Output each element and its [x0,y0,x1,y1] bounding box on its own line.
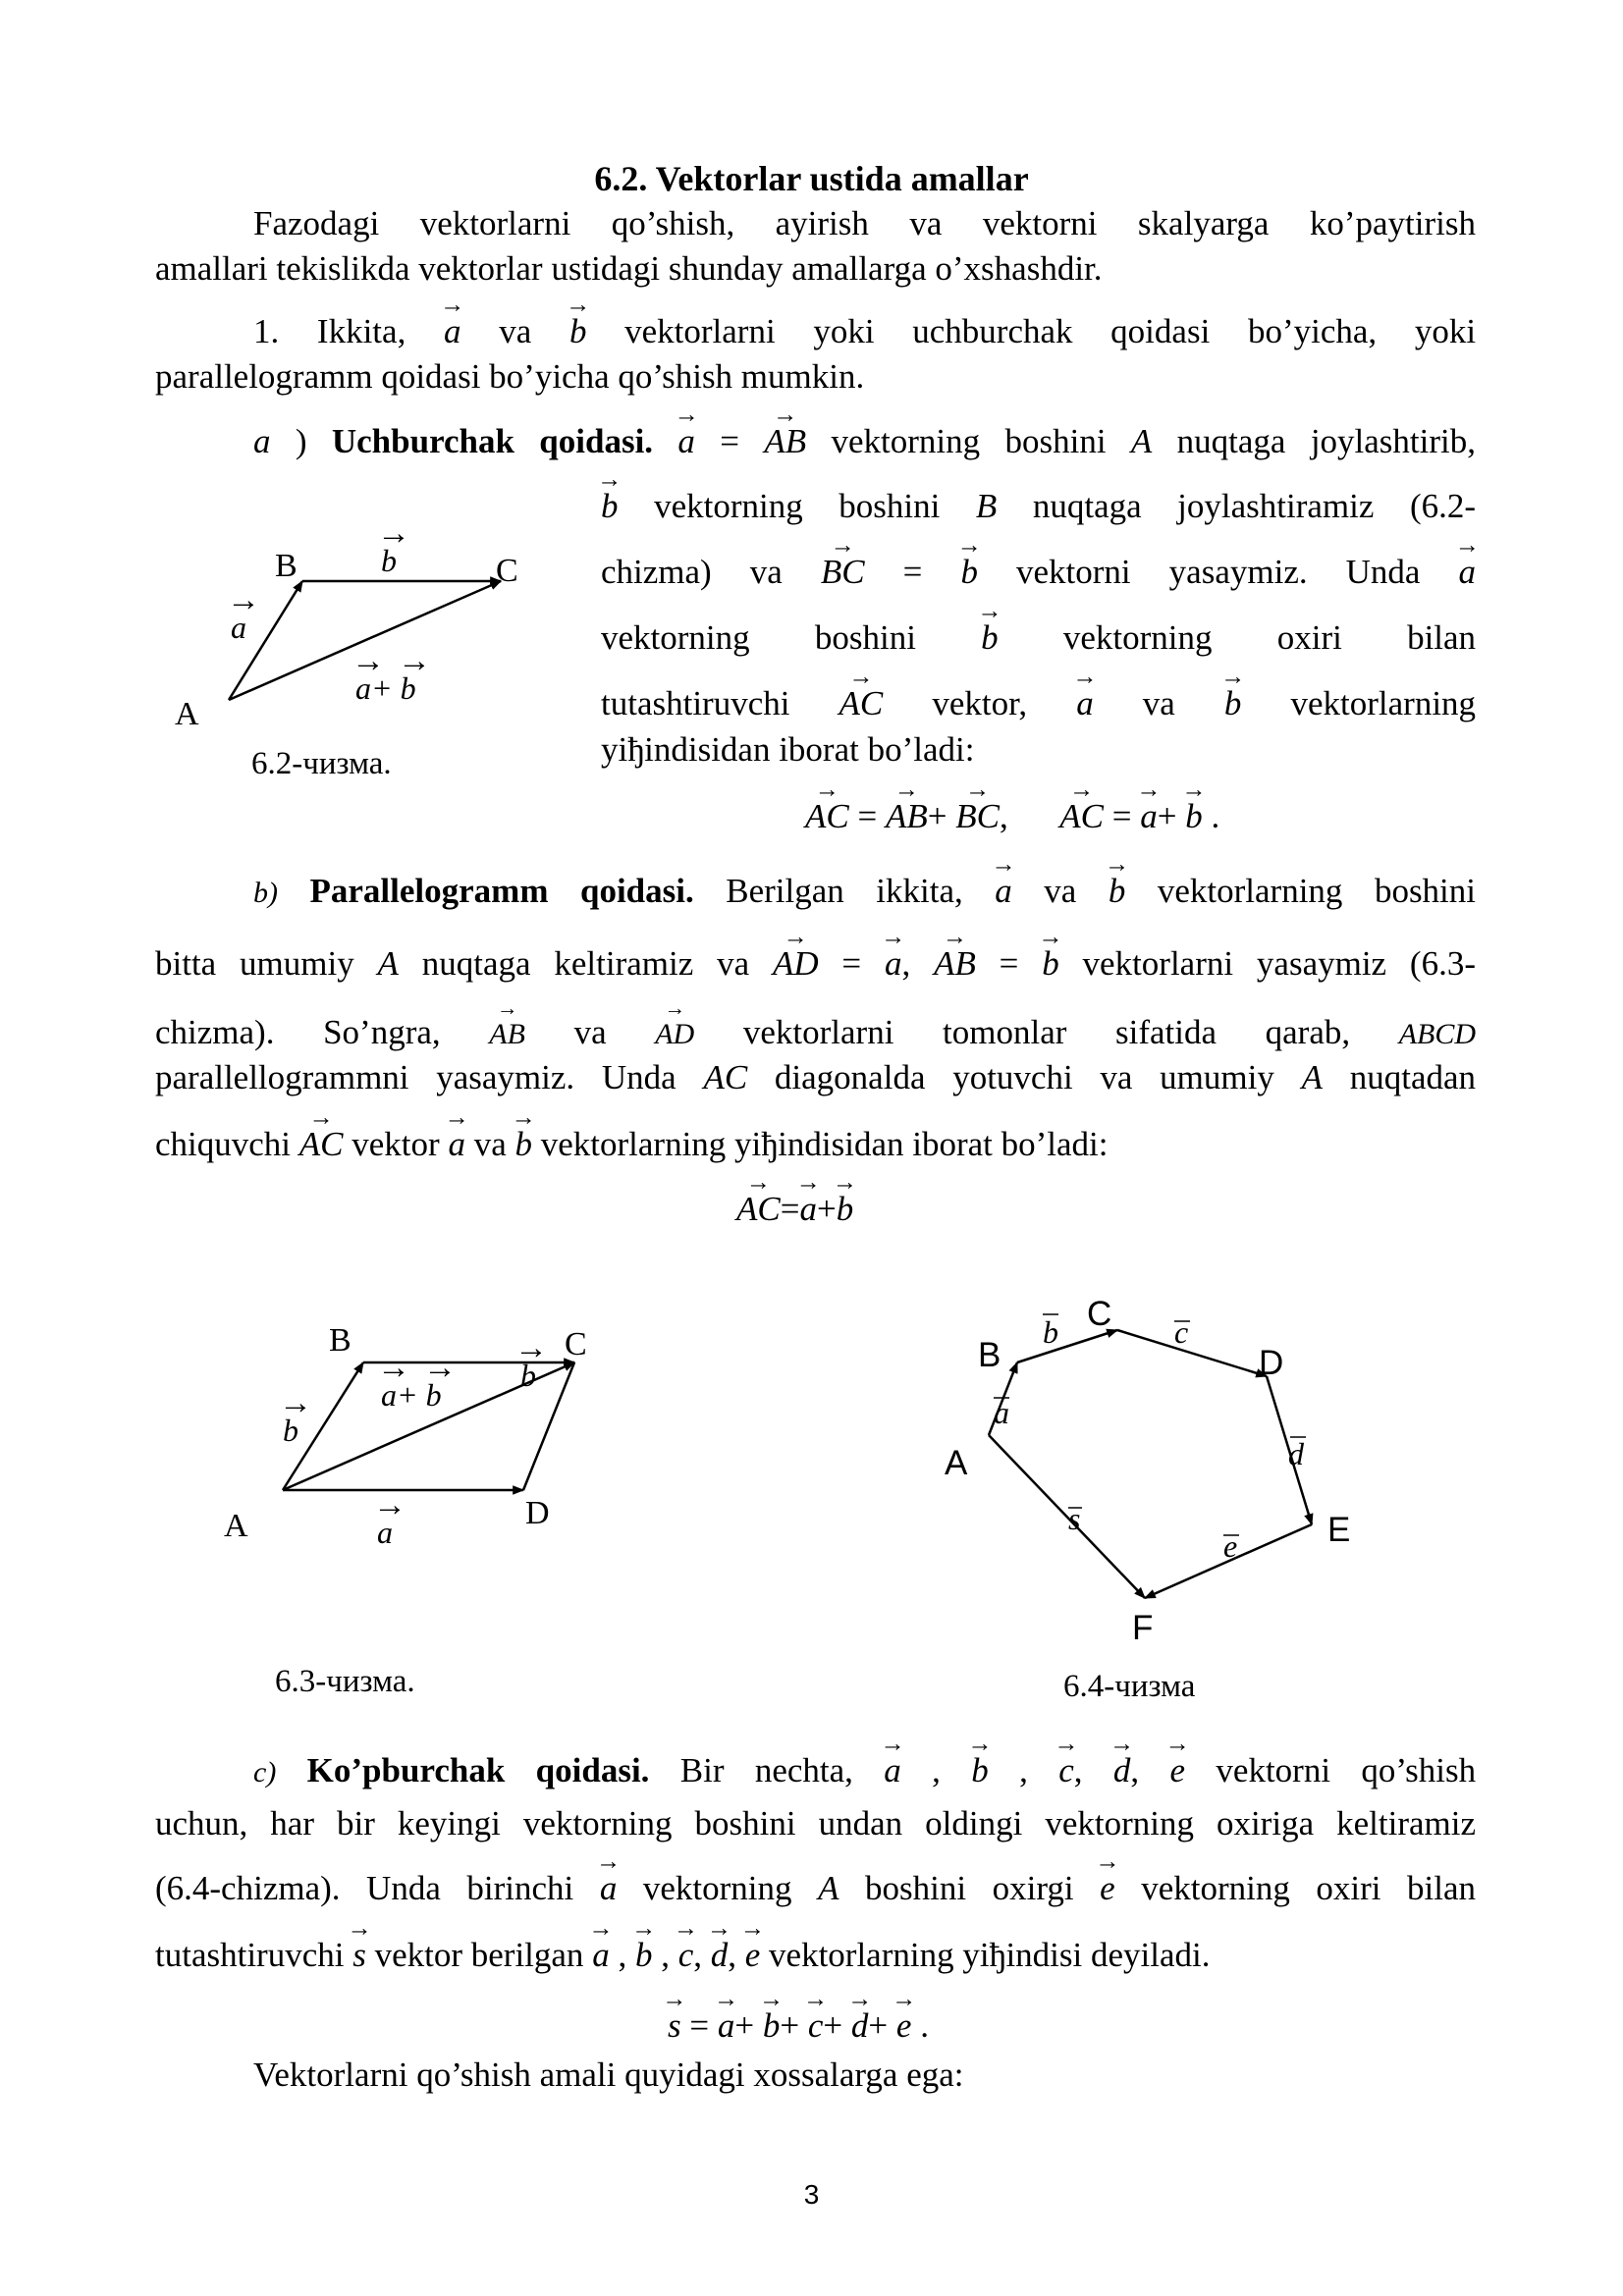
vec-label-a-plus-b: a+ b [381,1377,442,1413]
point-label-e: E [1327,1511,1351,1549]
vec-label-a: a [994,1395,1009,1430]
vec-arrow: → [352,643,385,679]
point-label-b: B [275,548,298,584]
point-label-d: D [525,1495,550,1531]
rule-b-line: bitta umumiy A nuqtaga keltiramiz va → AD = → a, → AB = → b vektorlarni yasaymiz (6.3- [155,944,1476,984]
vec-label-a: a [377,1515,393,1550]
vector-s-poly [989,1435,1145,1598]
vec-label-b: b [381,543,397,578]
section-heading: 6.2. Vektorlar ustida amallar [594,159,1029,198]
point-label-f: F [1132,1609,1154,1647]
point-label-c: C [565,1326,587,1362]
point-label-b: B [329,1322,352,1359]
rule-a-line: vektorning boshini → b vektorning oxiri bilan [601,618,1476,658]
point-label-d: D [1259,1344,1284,1382]
vec-arrow: → [514,1330,548,1366]
page-number: 3 [803,2179,820,2210]
point-label-a: A [175,696,199,732]
rule-a-line: yiђindisidan iborat bo’ladi: [601,730,975,769]
point-label-b: B [978,1336,1001,1374]
paragraph-line: amallari tekislikda vektorlar ustidagi shunday amallarga o’xshashdir. [155,249,1103,288]
vec-arrow: → [279,1385,312,1421]
rule-b-line: b) Parallelogramm qoidasi. Berilgan ikkita, → a va → b vektorlarning boshini [155,872,1476,913]
caption-fig-6-2: 6.2-чизма. [251,746,392,781]
vec-label-a-plus-b: a+ b [355,670,416,706]
vec-label-b: b [1043,1314,1058,1350]
rule-b-line: chiquvchi → AC vektor → a va → b vektorlarning yiђindisidan iborat bo’ladi: [155,1125,1109,1164]
vec-label-a: a [231,610,246,645]
rule-b-line: chizma). So’ngra, → AB va → AD vektorlarni tomonlar sifatida qarab, ABCD [155,1013,1476,1054]
rule-a-line: a ) Uchburchak qoidasi. → a = → AB vektorning boshini A nuqtaga joylashtirib, [155,422,1476,461]
vector-c-poly [1117,1330,1267,1376]
vec-label-b-left: b [283,1413,298,1448]
vec-arrow: → [373,1487,406,1523]
paragraph-line: parallelogramm qoidasi bo’yicha qo’shish mumkin. [155,357,865,396]
rule-c-line: uchun, har bir keyingi vektorning boshini undan oldingi vektorning oxiriga keltiramiz [155,1804,1476,1842]
caption-fig-6-4: 6.4-чизма [1063,1669,1196,1704]
caption-fig-6-3: 6.3-чизма. [275,1664,415,1699]
vector-b-poly [1017,1330,1117,1362]
point-label-a: A [945,1444,968,1482]
vec-arrow: → [377,1350,410,1386]
point-label-c: C [496,553,518,589]
rule-c-line: tutashtiruvchi → s vektor berilgan → a , → b , → c, → d, → e vektorlarning yiђindisi deyiladi. [155,1936,1211,1975]
rule-c-line: c) Ko’pburchak qoidasi. Bir nechta, → a , → b , → c, → d, → e vektorni qo’shish [155,1751,1476,1792]
point-label-c: C [1087,1295,1112,1333]
vec-arrow: → [377,515,410,552]
formula-triangle: → AC = → AB+ → BC, → AC = → a+ → b . [805,797,1219,836]
paragraph-line: 1. Ikkita, → a va → b vektorlarni yoki uchburchak qoidasi bo’yicha, yoki [155,312,1476,351]
rule-a-line: → b vektorning boshini B nuqtaga joylashtiramiz (6.2- [601,487,1476,526]
vec-label-e: e [1223,1528,1238,1564]
vec-arrow: → [423,1350,457,1386]
vec-label-s: s [1068,1501,1081,1536]
rule-a-line: tutashtiruvchi → AC vektor, → a va → b vektorlarning [601,684,1476,723]
closing-line: Vektorlarni qo’shish amali quyidagi xossalarga ega: [253,2056,964,2094]
vec-arrow: → [227,582,260,618]
vec-label-b: b [520,1358,536,1393]
vec-label-c: c [1174,1314,1189,1350]
vec-label-d: d [1288,1436,1304,1471]
paragraph-line: Fazodagi vektorlarni qo’shish, ayirish va vektorni skalyarga ko’paytirish [253,204,1476,242]
point-label-a: A [224,1508,248,1544]
rule-c-line: (6.4-chizma). Unda birinchi → a vektorning A boshini oxirgi → e vektorning oxiri bilan [155,1869,1476,1908]
vec-arrow: → [398,643,431,679]
rule-b-line: parallellogrammni yasaymiz. Unda AC diagonalda yotuvchi va umumiy A nuqtadan [155,1058,1477,1096]
rule-a-line: chizma) va → BC = → b vektorni yasaymiz. Unda → a [601,553,1476,592]
formula-polygon: → s = → a+ → b+ → c+ → d+ → e . [668,2006,929,2046]
formula-parallelogram: → AC=→ a+→ b [736,1190,853,1229]
